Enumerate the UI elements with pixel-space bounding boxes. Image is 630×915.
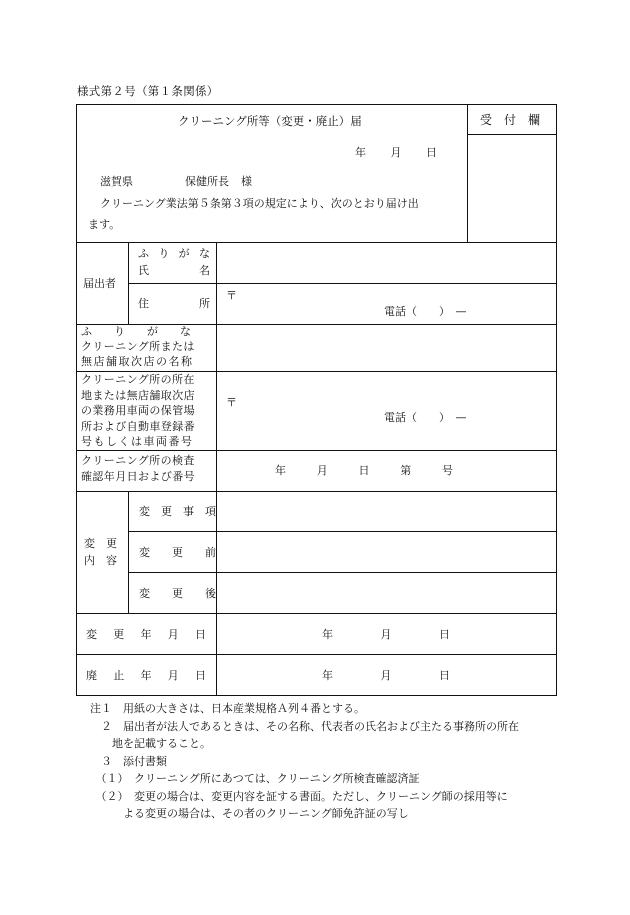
location-label-5: 号もしくは車両番号 bbox=[81, 435, 194, 448]
shop-name-label-2: クリーニング所または bbox=[81, 340, 195, 353]
shop-name-field[interactable] bbox=[217, 325, 556, 371]
abolish-date-label: 廃 止 年 月 日 bbox=[86, 669, 206, 682]
location-label-2: 地または無店舗取次店 bbox=[81, 388, 195, 402]
postal-mark: 〒 bbox=[226, 289, 237, 302]
statement-text-cont: ます。 bbox=[88, 218, 121, 231]
note-line: （２） 変更の場合は、変更内容を証する書面。ただし、クリーニング師の採用等に bbox=[90, 789, 508, 803]
change-date-value[interactable]: 年 月 日 bbox=[322, 628, 450, 641]
addressee-office: 保健所長 bbox=[185, 175, 229, 188]
note-line: ３ 添付書類 bbox=[90, 754, 167, 768]
note-line: よる変更の場合は、その者のクリーニング師免許証の写し bbox=[90, 807, 409, 820]
location-label-4: 所および自動車登録番 bbox=[81, 419, 195, 433]
submission-date[interactable]: 年 月 日 bbox=[355, 146, 437, 159]
change-after-field[interactable] bbox=[217, 573, 556, 613]
note-line: 注１ 用紙の大きさは、日本産業規格Ａ列４番とする。 bbox=[90, 702, 365, 715]
shop-name-label-1: ふ り が な bbox=[81, 325, 191, 338]
note-line: ２ 届出者が法人であるときは、その名称、代表者の氏名および主たる事務所の所在 bbox=[90, 719, 519, 733]
location-phone: 電話（ ） — bbox=[384, 411, 467, 424]
location-field[interactable] bbox=[217, 372, 556, 450]
note-line: （１） クリーニング所にあつては、クリーニング所検査確認済証 bbox=[90, 772, 420, 785]
change-item-field[interactable] bbox=[217, 492, 556, 531]
inspection-value[interactable]: 年 月 日 第 号 bbox=[275, 464, 453, 477]
notes-section bbox=[90, 700, 560, 823]
change-after-label: 変 更 後 bbox=[139, 587, 216, 600]
applicant-name-field[interactable] bbox=[217, 243, 556, 283]
change-before-label: 変 更 前 bbox=[139, 546, 216, 559]
applicant-name-label: 氏 名 bbox=[138, 264, 210, 277]
receipt-column-label: 受 付 欄 bbox=[480, 113, 541, 127]
addressee-prefecture: 滋賀県 bbox=[100, 175, 133, 188]
receipt-stamp-area[interactable] bbox=[468, 135, 556, 241]
note-line: 地を記載すること。 bbox=[90, 737, 211, 750]
addressee-honorific: 様 bbox=[241, 175, 252, 188]
location-postal-mark: 〒 bbox=[226, 396, 237, 409]
applicant-label: 届出者 bbox=[83, 277, 116, 290]
form-number-label: 様式第２号（第１条関係） bbox=[77, 84, 219, 98]
change-before-field[interactable] bbox=[217, 532, 556, 572]
applicant-address-label: 住 所 bbox=[138, 297, 210, 310]
inspection-label-2: 確認年月日および番号 bbox=[81, 470, 195, 483]
change-date-label: 変 更 年 月 日 bbox=[86, 628, 206, 641]
location-label-1: クリーニング所の所在 bbox=[81, 373, 195, 386]
change-item-label: 変 更 事 項 bbox=[139, 505, 216, 518]
location-label-3: の業務用車両の保管場 bbox=[81, 404, 195, 417]
applicant-phone: 電話（ ） — bbox=[384, 305, 467, 318]
change-content-label-2: 内 容 bbox=[84, 554, 117, 567]
applicant-furigana-label: ふ り が な bbox=[138, 247, 210, 260]
shop-name-label-3: 無店舗取次店の名称 bbox=[81, 355, 194, 368]
inspection-label-1: クリーニング所の検査 bbox=[81, 454, 195, 467]
form-title: クリーニング所等（変更・廃止）届 bbox=[178, 114, 362, 128]
applicant-address-field[interactable] bbox=[217, 284, 556, 324]
change-content-label-1: 変 更 bbox=[84, 537, 117, 550]
abolish-date-value[interactable]: 年 月 日 bbox=[322, 669, 450, 682]
statement-text: クリーニング業法第５条第３項の規定により、次のとおり届け出 bbox=[100, 197, 419, 210]
